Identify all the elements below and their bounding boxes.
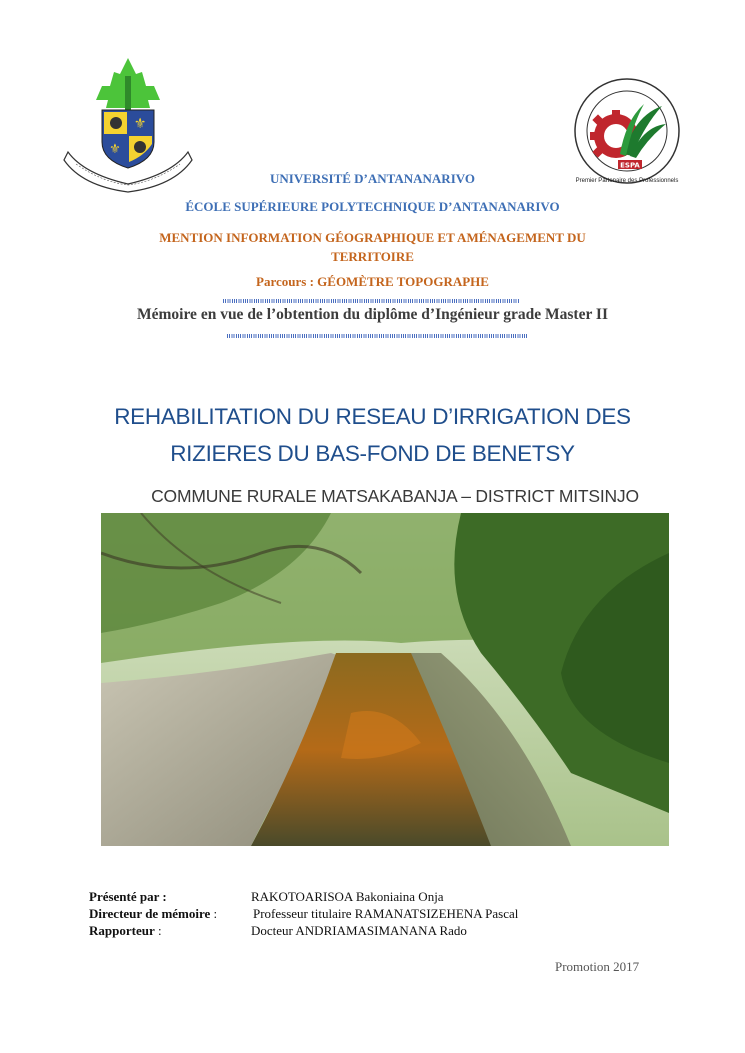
irrigation-channel-photo (101, 513, 669, 846)
director-label: Directeur de mémoire (89, 906, 211, 921)
thesis-subtitle: COMMUNE RURALE MATSAKABANJA – DISTRICT MITSINJO (151, 486, 639, 506)
reporter-value: Docteur ANDRIAMASIMANANA Rado (251, 923, 467, 938)
reporter-label: Rapporteur (89, 923, 155, 938)
director-colon: : (210, 906, 218, 921)
espa-caption: Premier Partenaire des Professionnels (575, 178, 679, 184)
dotted-divider-bottom (227, 334, 527, 338)
parcours-name: Parcours : GÉOMÈTRE TOPOGRAPHE (256, 274, 489, 289)
promotion-year: Promotion 2017 (555, 959, 640, 974)
school-name: ÉCOLE SUPÉRIEURE POLYTECHNIQUE D’ANTANANARIVO (185, 199, 560, 214)
espa-logo (572, 76, 682, 186)
svg-text:⚜: ⚜ (133, 116, 147, 132)
director-value: Professeur titulaire RAMANATSIZEHENA Pascal (253, 906, 519, 921)
reporter-colon: : (154, 923, 162, 938)
espa-tag: ESPA (620, 161, 640, 170)
svg-text:⚜: ⚜ (109, 142, 121, 157)
presented-value: RAKOTOARISOA Bakoniaina Onja (251, 889, 444, 904)
thesis-title-line1: REHABILITATION DU RESEAU D’IRRIGATION DES (114, 404, 631, 429)
thesis-title-line2: RIZIERES DU BAS-FOND DE BENETSY (170, 441, 575, 466)
mention-name: MENTION INFORMATION GÉOGRAPHIQUE ET AMÉNAGEMENT DU TERRITOIRE (159, 230, 586, 264)
dotted-divider-top (223, 299, 519, 303)
presented-label: Présenté par : (89, 889, 167, 904)
university-name: UNIVERSITÉ D’ANTANANARIVO (270, 171, 475, 186)
memoire-statement: Mémoire en vue de l’obtention du diplôme d’Ingénieur grade Master II (136, 306, 609, 323)
